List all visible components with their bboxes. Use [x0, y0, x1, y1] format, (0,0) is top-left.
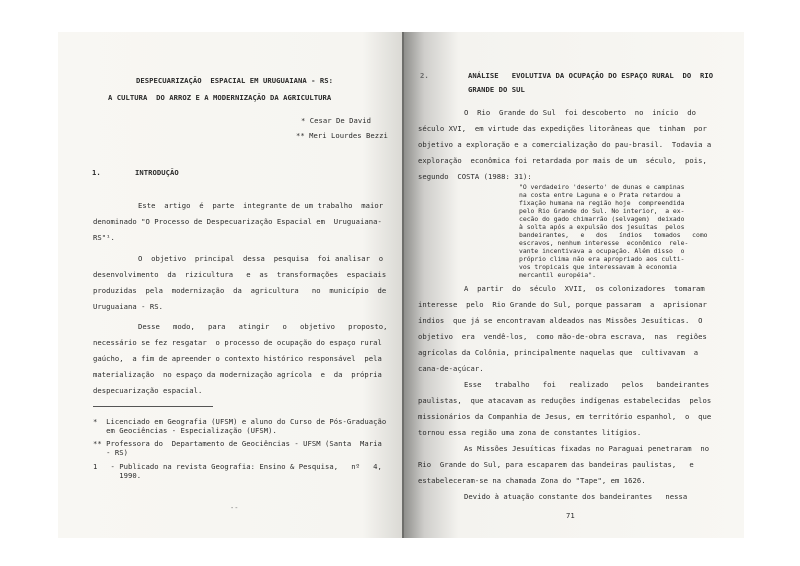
quote-line: vante incentivava a ocupação. Além disso o	[519, 247, 685, 255]
book-spread	[58, 32, 744, 538]
body-line: O Rio Grande do Sul foi descoberto no início do	[464, 108, 696, 117]
footnote-line: - RS)	[93, 448, 129, 457]
quote-line: pelo Rio Grande do Sul. No interior, a ex-	[519, 207, 685, 215]
body-line: necessário se fez resgatar o processo de ocupação do espaço rural	[93, 338, 382, 347]
body-line: Devido à atuação constante dos bandeirantes nessa	[464, 492, 688, 501]
body-line: produzidas pela modernização da agricultura no município de	[93, 286, 387, 295]
footnote-line: * Licenciado em Geografia (UFSM) e aluno do Curso de Pós-Graduação	[93, 417, 387, 426]
section-number: 1.	[92, 168, 101, 177]
section-title-line-2: GRANDE DO SUL	[468, 85, 525, 94]
body-line: despecuarização espacial.	[93, 386, 203, 395]
quote-line: bandeirantes, e dos índios tomados como	[519, 231, 708, 239]
quote-line: fixação humana na região hoje compreendida	[519, 199, 685, 207]
body-line: gaúcho, a fim de apreender o contexto histórico responsável pela	[93, 354, 382, 363]
body-line: A partir do século XVII, os colonizadores tomaram	[464, 284, 705, 293]
right-page	[404, 32, 744, 538]
quote-line: mercantil européia".	[519, 271, 596, 279]
footnote-line: ** Professora do Departamento de Geociências - UFSM (Santa Maria	[93, 439, 382, 448]
body-line: estabeleceram-se na chamada Zona do "Tape", em 1626.	[418, 476, 646, 485]
body-line: interesse pelo Rio Grande do Sul, porque passaram a aprisionar	[418, 300, 707, 309]
body-line: Desse modo, para atingir o objetivo proposto,	[138, 322, 388, 331]
footnote-line: 1990.	[93, 471, 142, 480]
body-line: desenvolvimento da rizicultura e as transformações espaciais	[93, 270, 387, 279]
body-line: objetivo a exploração e a comercialização do pau-brasil. Todavia a	[418, 140, 712, 149]
section-number: 2.	[420, 71, 429, 80]
footnote-separator	[93, 406, 213, 407]
body-line: Esse trabalho foi realizado pelos bandeirantes	[464, 380, 710, 389]
body-line: segundo COSTA (1988: 31):	[418, 172, 532, 181]
body-line: objetivo era vendê-los, como mão-de-obra escrava, nas regiões	[418, 332, 707, 341]
quote-line: "O verdadeiro 'deserto' de dunas e campinas	[519, 183, 685, 191]
body-line: tornou essa região uma zona de constantes litígios.	[418, 428, 642, 437]
quote-line: escravos, nenhum interesse econômico rele-	[519, 239, 689, 247]
body-line: paulistas, que atacavam as reduções indígenas estabelecidas pelos	[418, 396, 712, 405]
section-title-line-1: ANÁLISE EVOLUTIVA DA OCUPAÇÃO DO ESPAÇO RURAL DO RIO	[468, 71, 714, 80]
quote-line: cecão do gado chimarrão (selvagem) deixado	[519, 215, 685, 223]
body-line: materialização no espaço da modernização agrícola e da própria	[93, 370, 382, 379]
quote-line: próprio clima não era apropriado aos culti-	[519, 255, 685, 263]
body-line: índios que já se encontravam aldeados nas Missões Jesuíticas. O	[418, 316, 703, 325]
body-line: Uruguaiana - RS.	[93, 302, 164, 311]
article-title-line-2: A CULTURA DO ARROZ E A MODERNIZAÇÃO DA AGRICULTURA	[108, 93, 332, 102]
body-line: Este artigo é parte integrante de um trabalho maior	[138, 201, 384, 210]
body-line: As Missões Jesuíticas fixadas no Paraguai penetraram no	[464, 444, 710, 453]
body-line: exploração econômica foi retardada por mais de um século, pois,	[418, 156, 707, 165]
footnote-line: 1 - Publicado na revista Geografia: Ensino & Pesquisa, nº 4,	[93, 462, 382, 471]
body-line: O objetivo principal dessa pesquisa foi analisar o	[138, 254, 384, 263]
body-line: RS"¹.	[93, 233, 115, 242]
body-line: Rio Grande do Sul, para escaparem das bandeiras paulistas, e	[418, 460, 694, 469]
body-line: cana-de-açúcar.	[418, 364, 484, 373]
quote-line: à solta após a expulsão dos jesuítas pelos	[519, 223, 685, 231]
left-page	[58, 32, 404, 538]
page-number-right: 71	[566, 511, 575, 520]
body-line: denominado "O Processo de Despecuarização Espacial em Uruguaiana-	[93, 217, 382, 226]
author-2: ** Meri Lourdes Bezzi	[296, 131, 388, 140]
article-title-line-1: DESPECUARIZAÇÃO ESPACIAL EM URUGUAIANA - RS:	[136, 76, 333, 85]
quote-line: na costa entre Laguna e o Prata retardou a	[519, 191, 681, 199]
footnote-line: em Geociências - Especialização (UFSM).	[93, 426, 277, 435]
body-line: século XVI, em virtude das expedições litorâneas que tinham por	[418, 124, 707, 133]
body-line: missionários da Companhia de Jesus, em território espanhol, o que	[418, 412, 712, 421]
author-1: * Cesar De David	[301, 116, 372, 125]
page-number-left: --	[230, 504, 239, 512]
section-title: INTRODUÇÃO	[135, 168, 179, 177]
body-line: agrícolas da Colônia, principalmente naquelas que cultivavam a	[418, 348, 699, 357]
quote-line: vos tropicais que interessavam à economia	[519, 263, 677, 271]
